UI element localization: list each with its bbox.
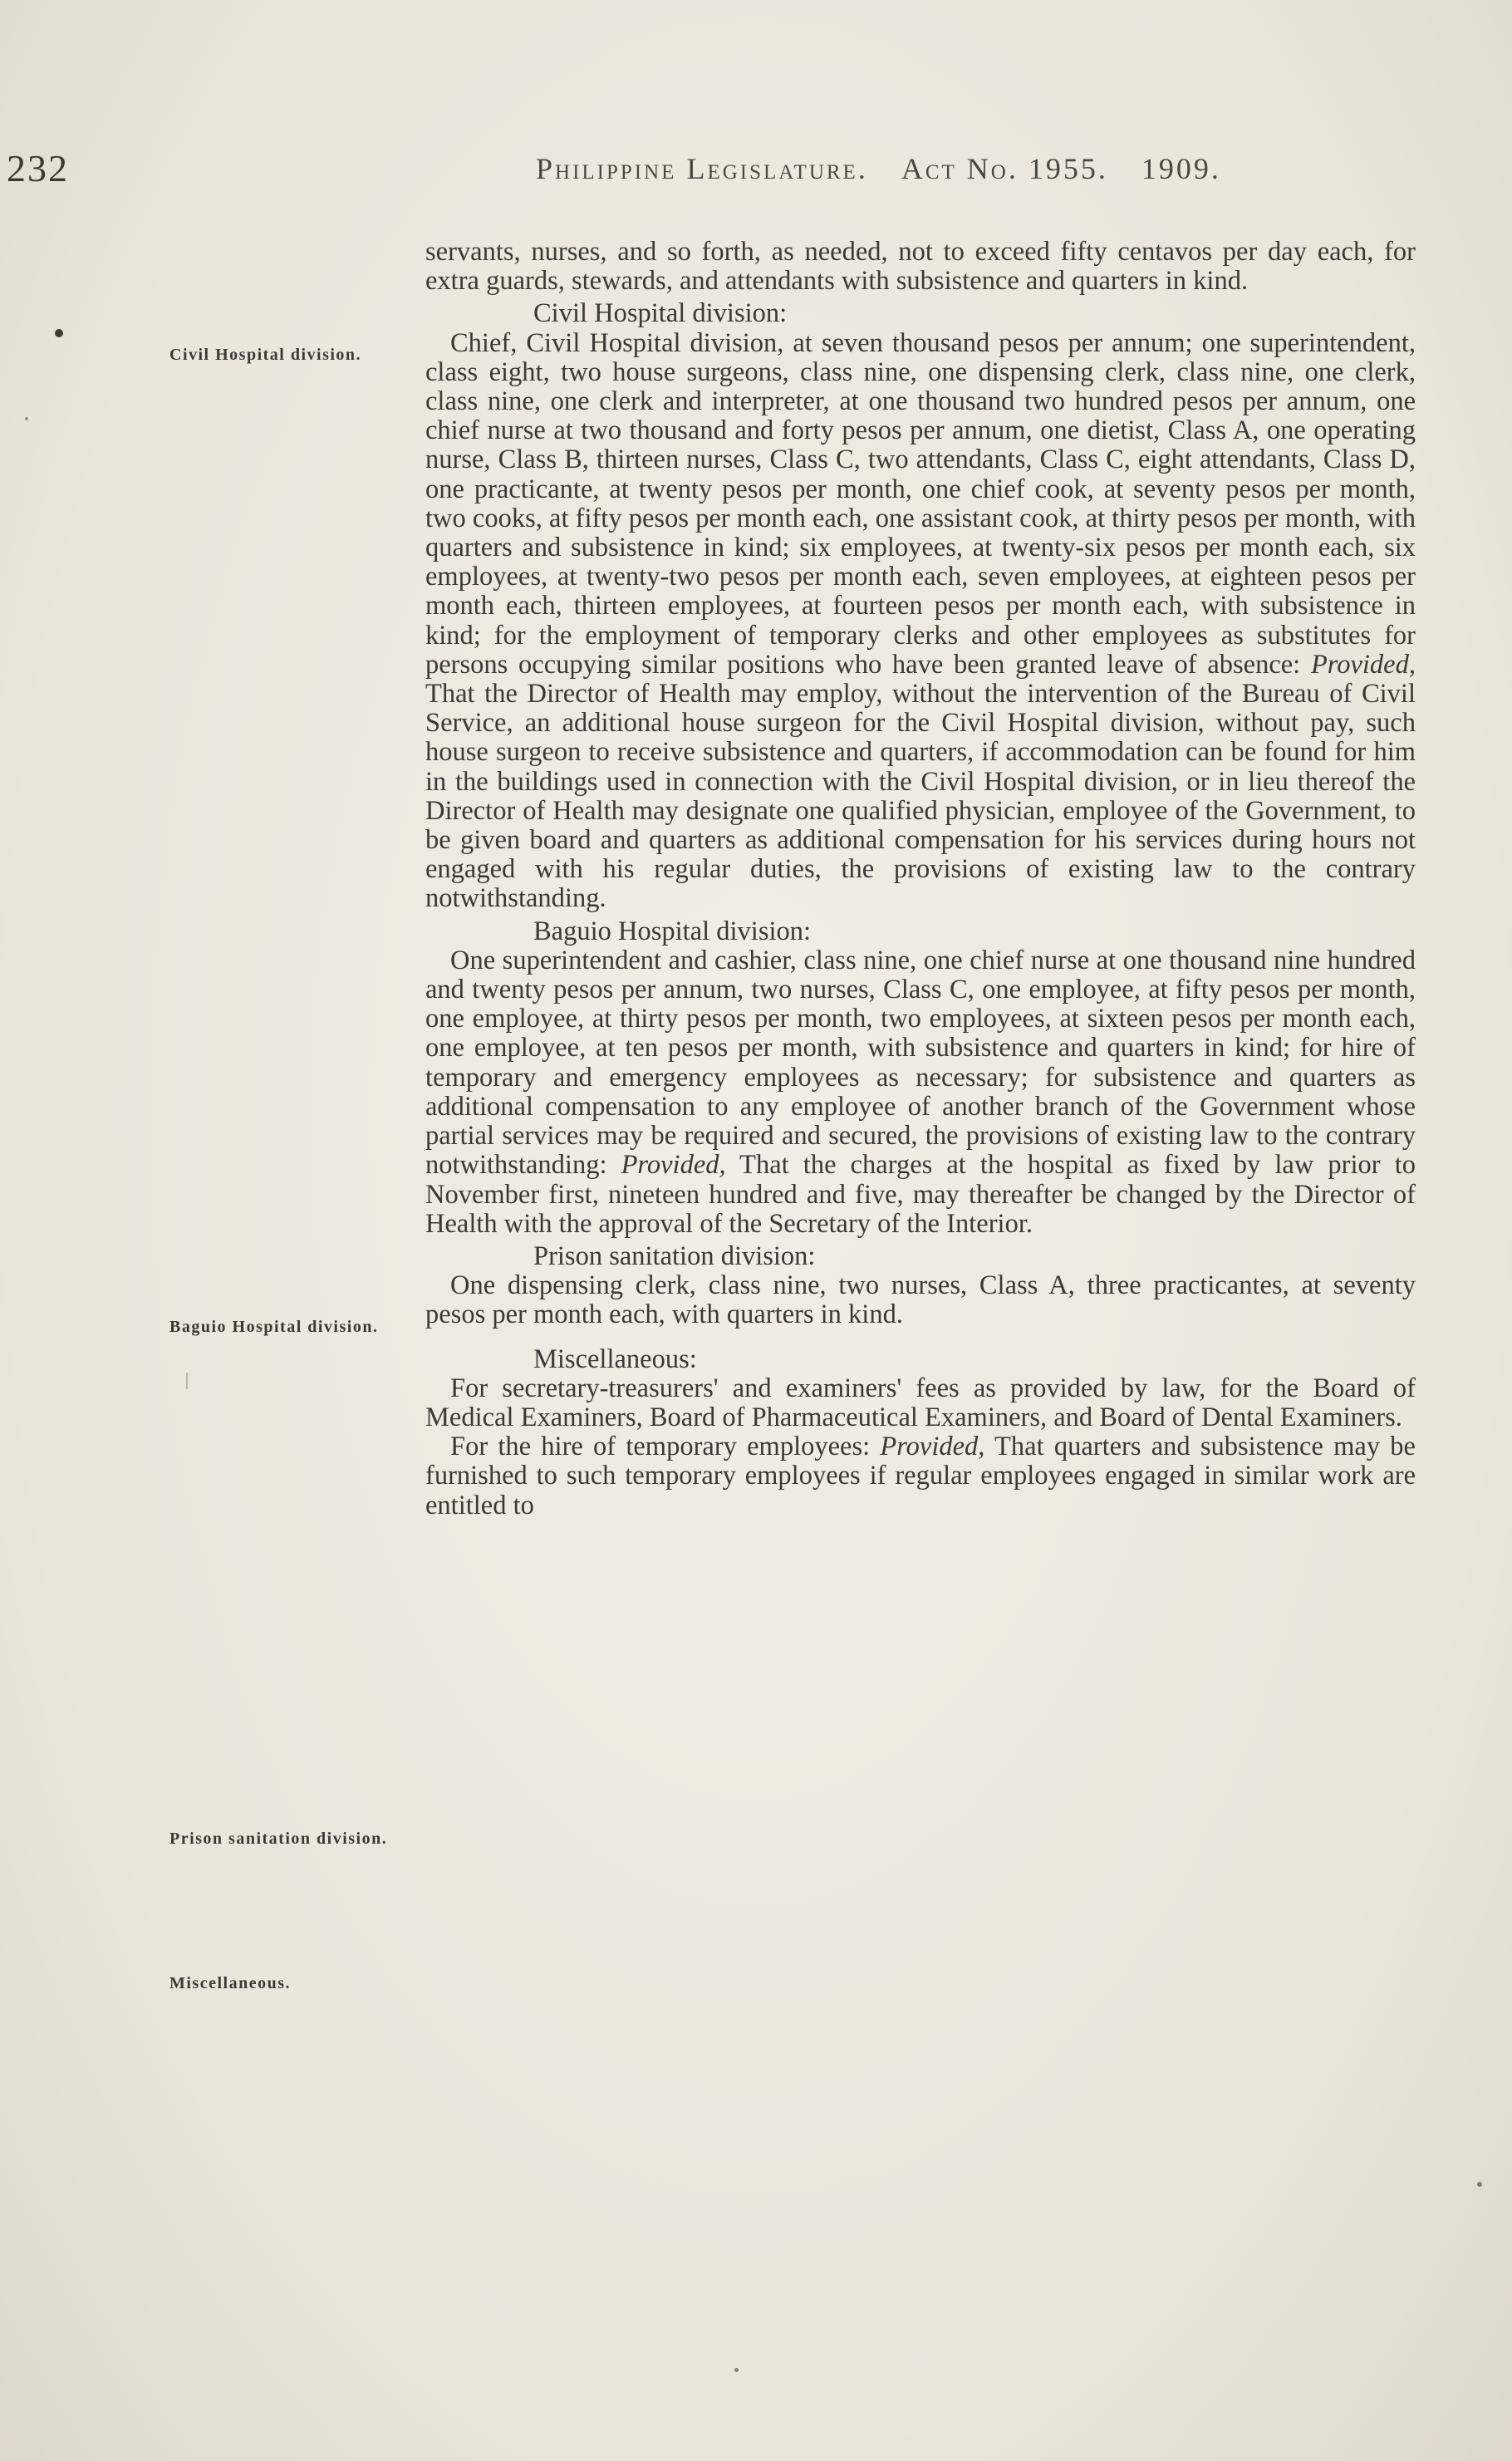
- misc-text-2: That quarters and subsistence may be furnished to such temporary employees if regular employees engaged in similar work are entitled to: [425, 1432, 1416, 1520]
- civil-provided: Provided,: [1310, 649, 1416, 680]
- civil-text-2: That the Director of Health may employ, without the intervention of the Bureau of Civil Service, an additional house surgeon for the Civil Hospital division, without pay, such house surgeon to receive subsistence and quarters, if accommodation can be found for him in the buildings used in connection with the Civil Hospital division, or in lieu thereof the Director of Health may designate one qualified physician, employee of the Government, to be given board and quarters as additional compensation for his services during hours not engaged with his regular duties, the provisions of existing law to the contrary notwithstanding.: [425, 679, 1416, 914]
- paragraph-continued: servants, nurses, and so forth, as needed, not to exceed fifty centavos per day each, for extra guards, stewards, and attendants with subsistence and quarters in kind.: [425, 237, 1416, 297]
- baguio-provided: Provided,: [621, 1150, 726, 1181]
- misc-provided: Provided,: [880, 1432, 985, 1462]
- ink-speck: [734, 2368, 739, 2372]
- spacer: [425, 1330, 1416, 1342]
- ink-speck: [1477, 2182, 1482, 2187]
- paragraph-civil-hospital: [425, 329, 1416, 914]
- baguio-text-2: That the charges at the hospital as fixed by law prior to November first, nineteen hundred and five, may thereafter be changed by the Director of Health with the approval of the Secretary of the Interior.: [425, 1150, 1416, 1239]
- running-head: [536, 151, 1221, 186]
- ink-speck: [25, 417, 28, 420]
- body-text: [425, 238, 1416, 1520]
- ink-speck: [55, 329, 63, 337]
- running-head-act: Act No. 1955.: [901, 152, 1108, 185]
- page-header: [0, 146, 1512, 196]
- sidenote-prison-sanitation: Prison sanitation division.: [169, 1830, 388, 1848]
- paragraph-baguio-hospital: [425, 946, 1416, 1239]
- paragraph-misc-fees: For secretary-treasurers' and examiners' fees as provided by law, for the Board of Medical Examiners, Board of Pharmaceutical Examiners, and Board of Dental Examiners.: [425, 1373, 1416, 1432]
- heading-prison-sanitation: Prison sanitation division:: [533, 1240, 816, 1271]
- heading-miscellaneous: Miscellaneous:: [533, 1343, 697, 1374]
- paragraph-misc-temporary: [425, 1432, 1416, 1520]
- running-head-title: Philippine Legislature.: [536, 152, 868, 185]
- paragraph-prison-sanitation: One dispensing clerk, class nine, two nurses, Class A, three practicantes, at seventy pesos per month each, with quarters in kind.: [425, 1270, 1416, 1330]
- baguio-text-1: One superintendent and cashier, class nine, one chief nurse at one thousand nine hundred and twenty pesos per annum, two nurses, Class C, one employee, at fifty pesos per month, one employee, at thirty pesos per month, two employees, at sixteen pesos per month each, one employee, at ten pesos per month, with subsistence and quarters in kind; for hire of temporary and emergency employees as necessary; for subsistence and quarters as additional compensation to any employee of another branch of the Government whose partial services may be required and secured, the provisions of existing law to the contrary notwithstanding:: [425, 945, 1416, 1181]
- page-number: 232: [7, 147, 69, 189]
- sidenote-miscellaneous: Miscellaneous.: [169, 1974, 291, 1992]
- ink-mark: [186, 1373, 188, 1389]
- sidenote-civil-hospital: Civil Hospital division.: [169, 346, 362, 364]
- sidenote-baguio-hospital: Baguio Hospital division.: [169, 1318, 379, 1336]
- heading-baguio-hospital: Baguio Hospital division:: [533, 916, 812, 946]
- misc-text-1: For the hire of temporary employees:: [450, 1432, 881, 1462]
- heading-civil-hospital: Civil Hospital division:: [533, 298, 788, 329]
- running-head-year: 1909.: [1141, 152, 1221, 185]
- civil-text-1: Chief, Civil Hospital division, at seven thousand pesos per annum; one superintendent, class eight, two house surgeons, class nine, one dispensing clerk, class nine, one clerk, class nine, one clerk and interpreter, at one thousand two hundred pesos per annum, one chief nurse at two thousand and forty pesos per annum, one dietist, Class A, one operating nurse, Class B, thirteen nurses, Class C, two attendants, Class C, eight attendants, Class D, one practicante, at twenty pesos per month, one chief cook, at seventy pesos per month, two cooks, at fifty pesos per month each, one assistant cook, at thirty pesos per month, with quarters and subsistence in kind; six employees, at twenty-six pesos per month each, six employees, at twenty-two pesos per month each, seven employees, at eighteen pesos per month each, thirteen employees, at fourteen pesos per month each, with subsistence in kind; for the employment of temporary clerks and other employees as substitutes for persons occupying similar positions who have been granted leave of absence:: [425, 327, 1416, 680]
